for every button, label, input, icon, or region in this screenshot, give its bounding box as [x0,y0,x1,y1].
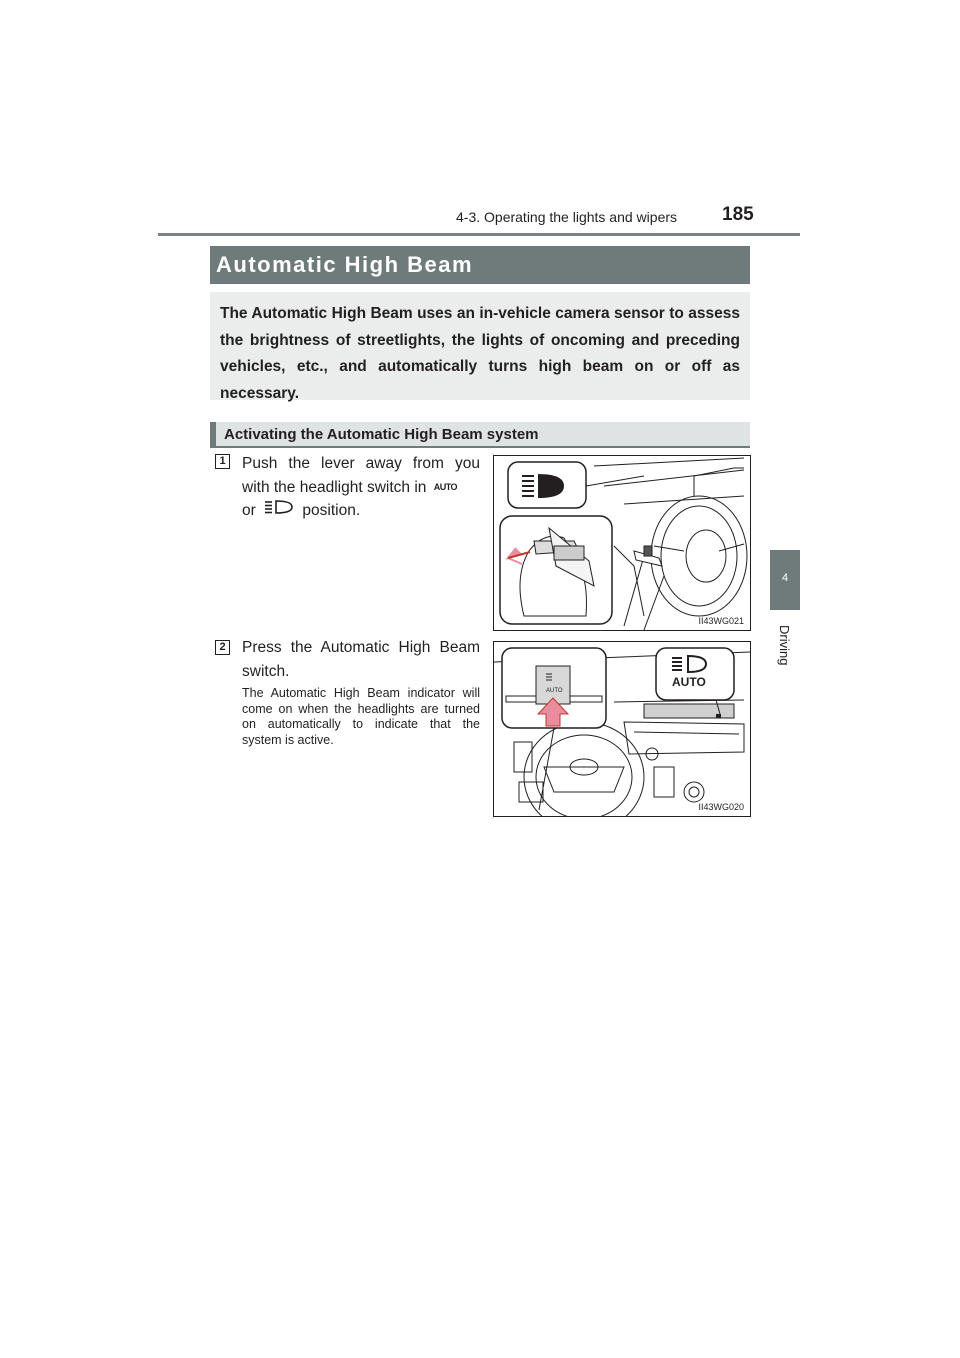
dashboard-drawing [494,642,750,816]
switch-big-label: AUTO [672,675,706,689]
intro-text: The Automatic High Beam uses an in-vehicle camera sensor to assess the brightness of streetlights, the lights of oncoming and preceding vehicles, etc., and automatically turns high beam on or off as necessary. [220,305,740,402]
step-1-line2-text: with the headlight switch in [242,478,427,496]
figure-code-2: II43WG020 [698,802,744,812]
step-1-line3 [242,499,480,523]
step-1-line3-position: position. [302,502,361,520]
lever-illustration [493,455,751,631]
step-1-text [242,452,480,523]
step-1-line1: Push the lever away from you [242,455,480,472]
step-1-line2 [242,476,480,500]
switch-small-label: AUTO [546,688,563,694]
step-number-2: 2 [215,640,230,655]
step-1-line3-or: or [242,502,256,520]
page-number: 185 [722,204,754,225]
subsection-stripe [210,422,216,448]
lever-drawing [494,456,750,630]
figure-code-1: II43WG021 [698,616,744,626]
header-rule [158,233,800,236]
step-2-text: Press the Automatic High Beam switch. [242,639,480,680]
chapter-tab-number: 4 [781,572,789,584]
switch-illustration [493,641,751,817]
auto-headlight-icon: AUTO [433,481,458,492]
subsection-title: Activating the Automatic High Beam system [224,426,539,443]
step-number-1: 1 [215,454,230,469]
step-2-note: The Automatic High Beam indicator will come on when the headlights are turned on automatically to indicate that the system is active. [242,686,480,747]
section-label: 4-3. Operating the lights and wipers [456,209,678,225]
headlight-low-beam-icon [264,499,294,523]
chapter-tab-label: Driving [777,625,792,666]
page-title: Automatic High Beam [216,252,474,277]
